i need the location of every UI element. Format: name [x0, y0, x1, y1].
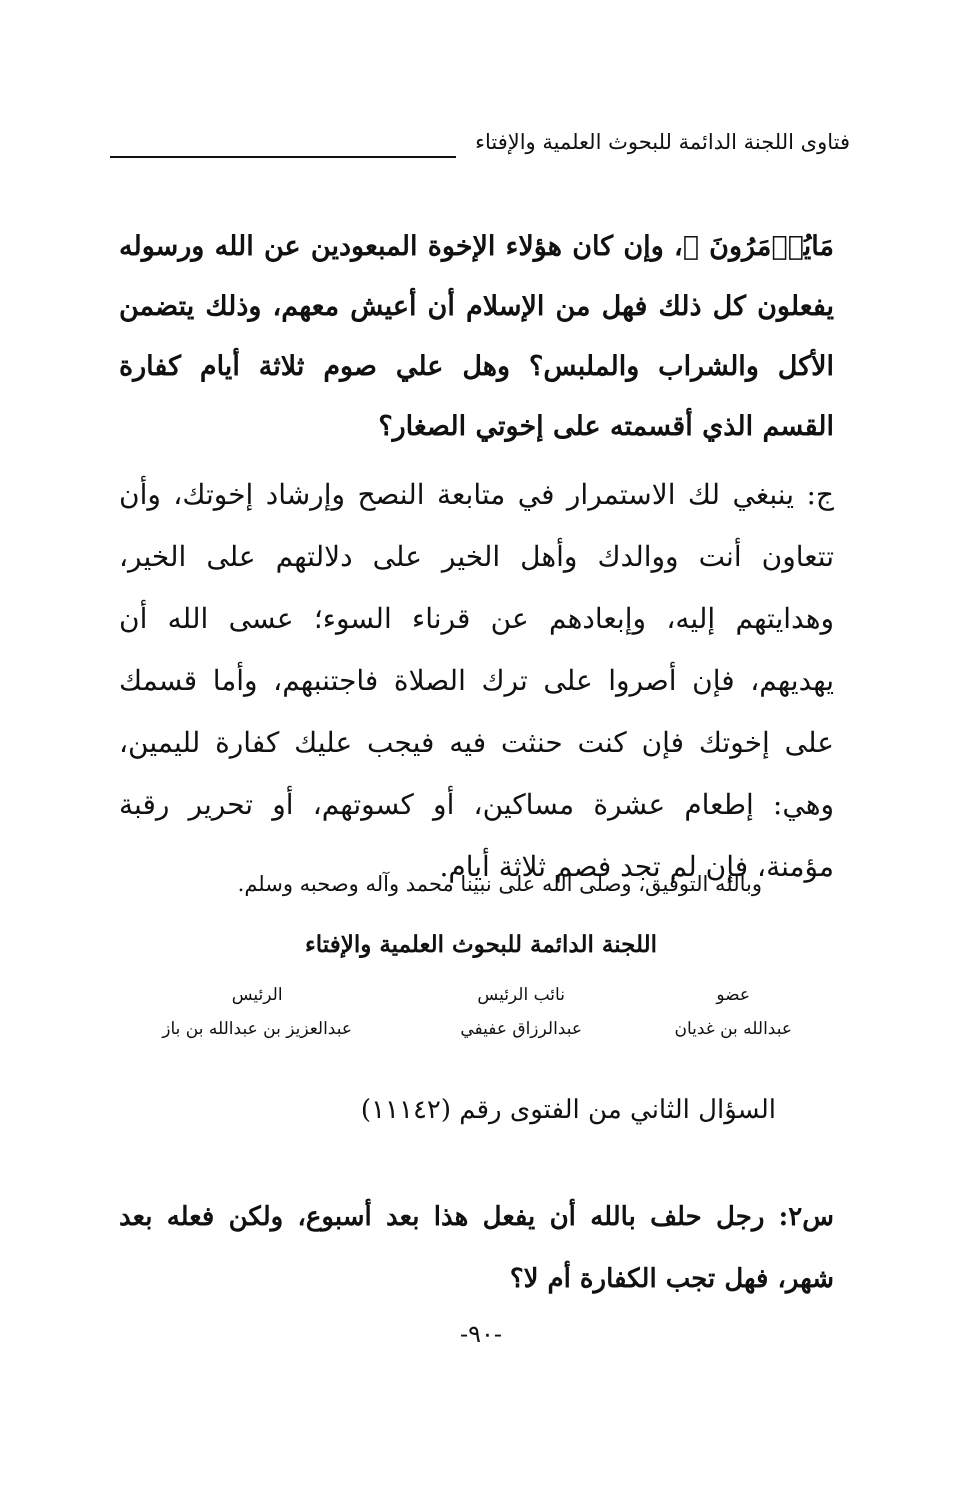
running-header — [110, 130, 850, 170]
page-number: -٩٠- — [460, 1320, 502, 1348]
answer-1-text: ج: ينبغي لك الاستمرار في متابعة النصح وإرشاد إخوتك، وأن تتعاون أنت ووالدك وأهل الخير على دلالتهم على الخير، وهدايتهم إليه، وإبعادهم عن قرناء السوء؛ عسى الله أن يهديهم، فإن أصروا على ترك الصلاة فاجتنبهم، وأما قسمك على إخوتك فإن كنت حنثت فيه فيجب عليك كفارة لليمين، وهي: إطعام عشرة مساكين، أو كسوتهم، أو تحرير رقبة مؤمنة، فإن لم تجد فصم ثلاثة أيام. — [119, 478, 834, 883]
signature-role: عضو — [716, 985, 751, 1005]
signature-role: الرئيس — [231, 985, 283, 1005]
signature-name: عبدالله بن غديان — [674, 1019, 792, 1039]
signature-role: نائب الرئيس — [477, 985, 565, 1005]
question-1-text: مَايُؤۡمَرُونَ ﴾، وإن كان هؤلاء الإخوة المبعودين عن الله ورسوله يفعلون كل ذلك فهل من الإسلام أن أعيش معهم، وذلك يتضمن الأكل والشراب والملبس؟ وهل علي صوم ثلاثة أيام كفارة القسم الذي أقسمته على إخوتي الصغار؟ — [119, 231, 834, 442]
book-title: فتاوى اللجنة الدائمة للبحوث العلمية والإفتاء — [475, 130, 850, 154]
section-heading: السؤال الثاني من الفتوى رقم (١١١٤٢) — [360, 1095, 776, 1125]
signature-name: عبدالعزيز بن عبدالله بن باز — [162, 1019, 352, 1039]
signature-vice-president — [460, 985, 582, 1039]
closing-line: وبالله التوفيق، وصلى الله على نبينا محمد وآله وصحبه وسلم. — [237, 872, 762, 896]
signature-name: عبدالرزاق عفيفي — [460, 1019, 582, 1039]
signature-president — [162, 985, 352, 1039]
question-2-text: س٢: رجل حلف بالله أن يفعل هذا بعد أسبوع، ولكن فعله بعد شهر، فهل تجب الكفارة أم لا؟ — [119, 1202, 834, 1294]
committee-name: اللجنة الدائمة للبحوث العلمية والإفتاء — [304, 931, 658, 958]
header-rule — [110, 156, 456, 158]
signature-member — [674, 985, 792, 1039]
